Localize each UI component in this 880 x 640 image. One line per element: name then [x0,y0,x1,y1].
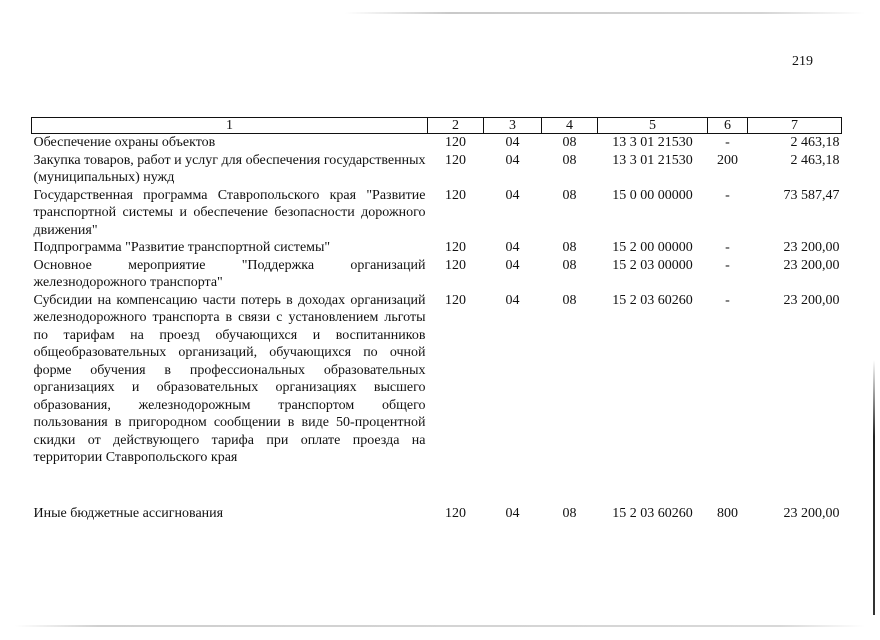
row-amount: 73 587,47 [783,187,840,203]
scan-edge-top [345,12,865,14]
row-ministry-code: 120 [445,505,466,521]
row-amount: 23 200,00 [783,505,840,521]
table-row [32,152,842,187]
row-amount: 23 200,00 [783,257,840,273]
row-ministry-code: 120 [445,240,466,255]
budget-table [31,117,842,522]
row-section-code: 04 [505,135,520,150]
table-header-row [32,118,842,134]
row-name: Иные бюджетные ассигнования [33,505,224,521]
table-row [32,134,842,152]
row-subsection-code: 08 [562,257,577,273]
row-name: Обеспечение охраны объектов [33,135,216,150]
row-section-code: 04 [505,152,520,168]
row-section-code: 04 [505,257,520,273]
row-target-article: 15 2 00 00000 [612,240,693,255]
row-name: Субсидии на компенсацию части потерь в доходах организаций железнодорожного транспорта в связи с установлением льготы по тарифам на проезд обучающихся и воспитанников общеобразовательных организаций, обучающихся по очной форме обучения в профессиональных образовательных организациях и образовательных организациях высшего образования, железнодорожным транспортом общего пользования в пригородном сообщении в виде 50-процентной скидки от действующего тарифа при оплате проезда на территории Ставропольского края [33,292,426,465]
page-number: 219 [792,54,813,69]
row-subsection-code: 08 [562,505,577,521]
table-row [32,187,842,240]
row-ministry-code: 120 [445,292,466,308]
row-amount: 23 200,00 [783,240,840,255]
row-section-code: 04 [505,505,520,521]
row-target-article: 15 2 03 60260 [612,292,693,308]
row-name: Подпрограмма "Развитие транспортной системы" [33,240,331,255]
row-target-article: 15 2 03 00000 [612,257,693,273]
row-name: Основное мероприятие "Поддержка организаций железнодорожного транспорта" [33,257,426,290]
row-amount: 23 200,00 [783,292,840,308]
row-target-article: 13 3 01 21530 [612,135,693,150]
row-subsection-code: 08 [562,135,577,150]
column-header: 3 [484,118,542,134]
row-ministry-code: 120 [445,257,466,273]
table-row [32,257,842,292]
row-target-article: 15 2 03 60260 [612,505,693,521]
column-header: 5 [598,118,708,134]
row-expense-type: - [725,257,730,273]
row-expense-type: 800 [717,505,738,521]
scan-edge-bottom [15,625,865,627]
table-row [32,292,842,467]
table-row [32,467,842,523]
row-section-code: 04 [505,187,520,203]
row-subsection-code: 08 [562,152,577,168]
row-subsection-code: 08 [562,240,577,255]
row-subsection-code: 08 [562,187,577,203]
row-expense-type: 200 [717,152,738,168]
table-row [32,239,842,257]
row-target-article: 15 0 00 00000 [612,187,693,203]
row-expense-type: - [725,135,730,150]
row-amount: 2 463,18 [790,135,840,150]
column-header: 6 [708,118,748,134]
row-name: Закупка товаров, работ и услуг для обеспечения государственных (муниципальных) нужд [33,152,426,185]
row-section-code: 04 [505,240,520,255]
row-amount: 2 463,18 [790,152,840,168]
row-subsection-code: 08 [562,292,577,308]
row-section-code: 04 [505,292,520,308]
row-ministry-code: 120 [445,152,466,168]
column-header: 1 [32,118,428,134]
column-header: 4 [542,118,598,134]
scan-edge-right [873,360,875,615]
row-name: Государственная программа Ставропольского края "Развитие транспортной системы и обеспечение безопасности дорожного движения" [33,187,426,238]
row-ministry-code: 120 [445,187,466,203]
row-expense-type: - [725,187,730,203]
column-header: 7 [748,118,842,134]
row-target-article: 13 3 01 21530 [612,152,693,168]
row-expense-type: - [725,240,730,255]
row-expense-type: - [725,292,730,308]
row-ministry-code: 120 [445,135,466,150]
column-header: 2 [428,118,484,134]
